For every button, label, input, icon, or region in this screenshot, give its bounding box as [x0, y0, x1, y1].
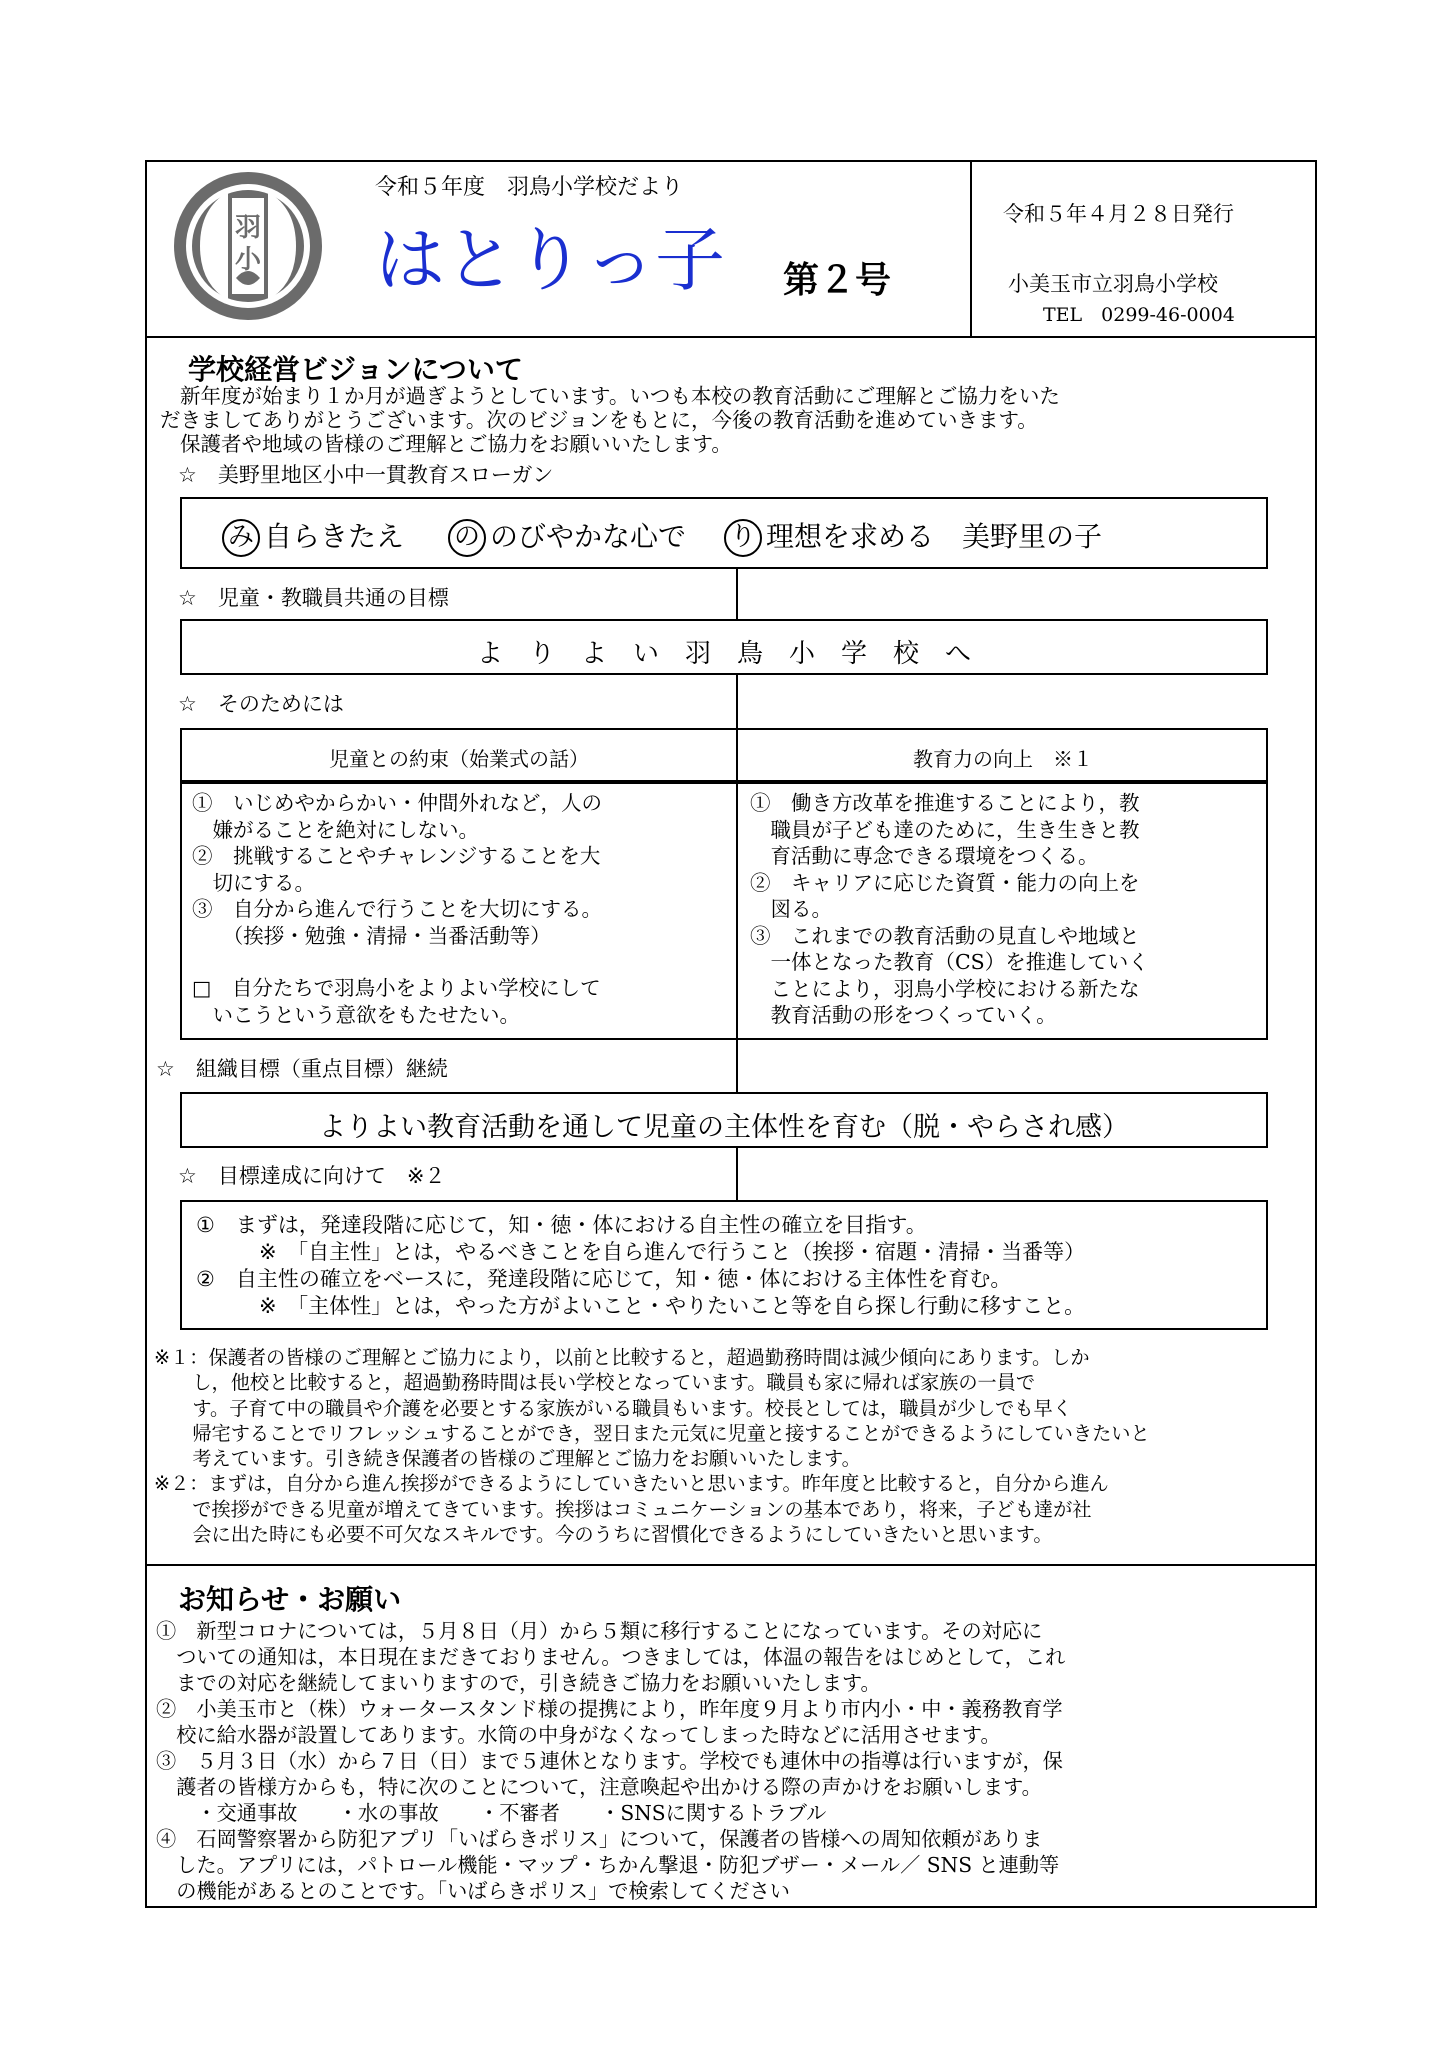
org-label: ☆ 組織目標（重点目標）継続 — [156, 1057, 448, 1081]
intro-line: だきましてありがとうございます。次のビジョンをもとに，今後の教育活動を進めていきます。 — [160, 408, 1038, 432]
slogan-item — [222, 515, 404, 557]
slogan-text: 自らきたえ — [264, 520, 405, 553]
footnote-line: 帰宅することでリフレッシュすることができ，翌日また元気に児童と接することができるようにしていきたいと — [154, 1421, 1150, 1445]
slogan-label: ☆ 美野里地区小中一貫教育スローガン — [178, 463, 554, 487]
logo-text: 羽小 — [234, 213, 261, 275]
notice-line: ③ ５月３日（水）から７日（日）まで５連休となります。学校でも連休中の指導は行いますが，保 — [156, 1749, 1063, 1773]
notice-line: 校に給水器が設置してあります。水筒の中身がなくなってしまった時などに活用させます。 — [156, 1723, 1001, 1747]
issue-number: 第２号 — [783, 260, 892, 301]
school-name: 小美玉市立羽鳥小学校 — [1008, 272, 1218, 296]
list-item: いこうという意欲をもたせたい。 — [192, 1002, 520, 1027]
section-divider — [145, 1564, 1317, 1566]
list-item: □ 自分たちで羽鳥小をよりよい学校にして — [192, 976, 601, 1000]
list-item: 図る。 — [750, 897, 832, 921]
slogan-item — [448, 515, 686, 557]
list-item: ③ 自分から進んで行うことを大切にする。 — [192, 897, 602, 921]
org-goal-text: よりよい教育活動を通して児童の主体性を育む（脱・やらされ感） — [319, 1112, 1129, 1143]
notice-line: ついての通知は，本日現在まだきておりません。つきましては，体温の報告をはじめとして，これ — [156, 1645, 1066, 1669]
column-divider — [736, 782, 738, 1040]
newsletter-subtitle: 令和５年度 羽鳥小学校だより — [375, 175, 684, 200]
col-right-header: 教育力の向上 ※１ — [913, 747, 1093, 771]
slogan-mark: り — [724, 519, 762, 557]
org-goal-box — [180, 1092, 1268, 1148]
slogan-text: 理想を求める 美野里の子 — [766, 520, 1103, 553]
notice-line: ① 新型コロナについては，５月８日（月）から５類に移行することになっています。その対応に — [156, 1619, 1043, 1643]
slogan-mark: み — [222, 519, 260, 557]
achieve-box — [180, 1200, 1268, 1330]
intro-line: 保護者や地域の皆様のご理解とご協力をお願いいたします。 — [180, 432, 732, 456]
list-item: ② キャリアに応じた資質・能力の向上を — [750, 870, 1140, 895]
notice-line: した。アプリには，パトロール機能・マップ・ちかん撃退・防犯ブザー・メール／ SNS と連動等 — [156, 1853, 1060, 1877]
col-right-list — [750, 790, 1149, 1029]
column-divider — [736, 569, 738, 619]
notice-line: までの対応を継続してまいりますので，引き続きご協力をお願いいたします。 — [156, 1671, 881, 1695]
issue-date: 令和５年４月２８日発行 — [1003, 202, 1234, 226]
footnotes — [154, 1345, 1150, 1547]
achieve-label: ☆ 目標達成に向けて ※２ — [178, 1164, 446, 1188]
list-item: 育活動に専念できる環境をつくる。 — [750, 844, 1099, 868]
list-item: ① 働き方改革を推進することにより，教 — [750, 791, 1140, 815]
header-divider — [145, 336, 1317, 338]
slogan-mark: の — [448, 519, 486, 557]
list-item: ① いじめやからかい・仲間外れなど，人の — [192, 791, 602, 815]
list-item: （挨拶・勉強・清掃・当番活動等） — [192, 923, 551, 948]
school-tel: TEL 0299-46-0004 — [1043, 304, 1235, 326]
list-item: 教育活動の形をつくっていく。 — [750, 1003, 1057, 1027]
goal-label: ☆ 児童・教職員共通の目標 — [178, 586, 449, 610]
notice-heading: お知らせ・お願い — [178, 1583, 402, 1616]
school-logo — [170, 168, 326, 324]
list-item: ※ 「主体性」とは，やった方がよいこと・やりたいこと等を自ら探し行動に移すこと。 — [196, 1294, 1086, 1318]
list-item: 一体となった教育（CS）を推進していく — [750, 950, 1149, 974]
notice-list — [156, 1618, 1065, 1904]
footnote-line: し，他校と比較すると，超過勤務時間は長い学校となっています。職員も家に帰れば家族の一員で — [154, 1371, 1036, 1395]
vision-intro — [160, 384, 1060, 456]
column-divider — [736, 1040, 738, 1092]
means-label: ☆ そのためには — [178, 692, 344, 716]
slogan-box — [180, 497, 1268, 569]
intro-line: 新年度が始まり１か月が過ぎようとしています。いつも本校の教育活動にご理解とご協力をいた — [180, 384, 1060, 408]
list-item: ことにより，羽鳥小学校における新たな — [750, 976, 1140, 1001]
list-item — [192, 949, 602, 975]
footnote-line: ※１：保護者の皆様のご理解とご協力により，以前と比較すると，超過勤務時間は減少傾向にあります。しか — [154, 1346, 1090, 1369]
footnote-line: で挨拶ができる児童が増えてきています。挨拶はコミュニケーションの基本であり，将来，子ども達が社 — [154, 1497, 1092, 1521]
list-item: ② 挑戦することやチャレンジすることを大 — [192, 844, 601, 868]
notice-line: ・交通事故 ・水の事故 ・不審者 ・SNSに関するトラブル — [156, 1801, 827, 1825]
slogan-text: のびやかな心で — [490, 520, 687, 553]
goal-text: よ り よ い 羽 鳥 小 学 校 へ — [476, 639, 971, 669]
col-left-list — [192, 790, 602, 1028]
list-item: ※ 「自主性」とは，やるべきことを自ら進んで行うこと（挨拶・宿題・清掃・当番等） — [196, 1240, 1086, 1264]
list-item: ① まずは，発達段階に応じて，知・徳・体における自主性の確立を目指す。 — [196, 1213, 927, 1237]
goal-box — [180, 619, 1268, 675]
notice-line: ④ 石岡警察署から防犯アプリ「いばらきポリス」について，保護者の皆様への周知依頼がありま — [156, 1827, 1043, 1851]
list-item: 嫌がることを絶対にしない。 — [192, 817, 479, 842]
footnote-line: 考えています。引き続き保護者の皆様のご理解とご協力をお願いいたします。 — [154, 1447, 861, 1471]
list-item: ③ これまでの教育活動の見直しや地域と — [750, 923, 1140, 948]
column-divider — [736, 675, 738, 728]
list-item: 職員が子ども達のために，生き生きと教 — [750, 817, 1140, 842]
footnote-line: 会に出た時にも必要不可欠なスキルです。今のうちに習慣化できるようにしていきたいと思います。 — [154, 1523, 1053, 1547]
list-item: 切にする。 — [192, 870, 315, 895]
slogan-item — [724, 515, 1102, 557]
notice-line: ② 小美玉市と（株）ウォータースタンド様の提携により，昨年度９月より市内小・中・義務教育学 — [156, 1697, 1063, 1721]
col-left-header: 児童との約束（始業式の話） — [329, 747, 589, 771]
column-divider — [736, 1148, 738, 1200]
footnote-line: す。子育て中の職員や介護を必要とする家族がいる職員もいます。校長としては，職員が少しでも早く — [154, 1396, 1072, 1420]
notice-line: の機能があるとのことです。「いばらきポリス」で検索してください — [156, 1879, 790, 1903]
list-item: ② 自主性の確立をベースに，発達段階に応じて，知・徳・体における主体性を育む。 — [196, 1267, 1012, 1291]
notice-line: 護者の皆様方からも，特に次のことについて，注意喚起や出かける際の声かけをお願いします。 — [156, 1775, 1042, 1799]
header-vertical-divider — [970, 160, 972, 336]
achieve-list — [196, 1212, 1085, 1320]
newsletter-title: はとりっ子 — [375, 219, 725, 301]
vision-heading: 学校経営ビジョンについて — [188, 353, 523, 386]
footnote-line: ※２：まずは，自分から進ん挨拶ができるようにしていきたいと思います。昨年度と比較すると，自分から進ん — [154, 1472, 1109, 1496]
